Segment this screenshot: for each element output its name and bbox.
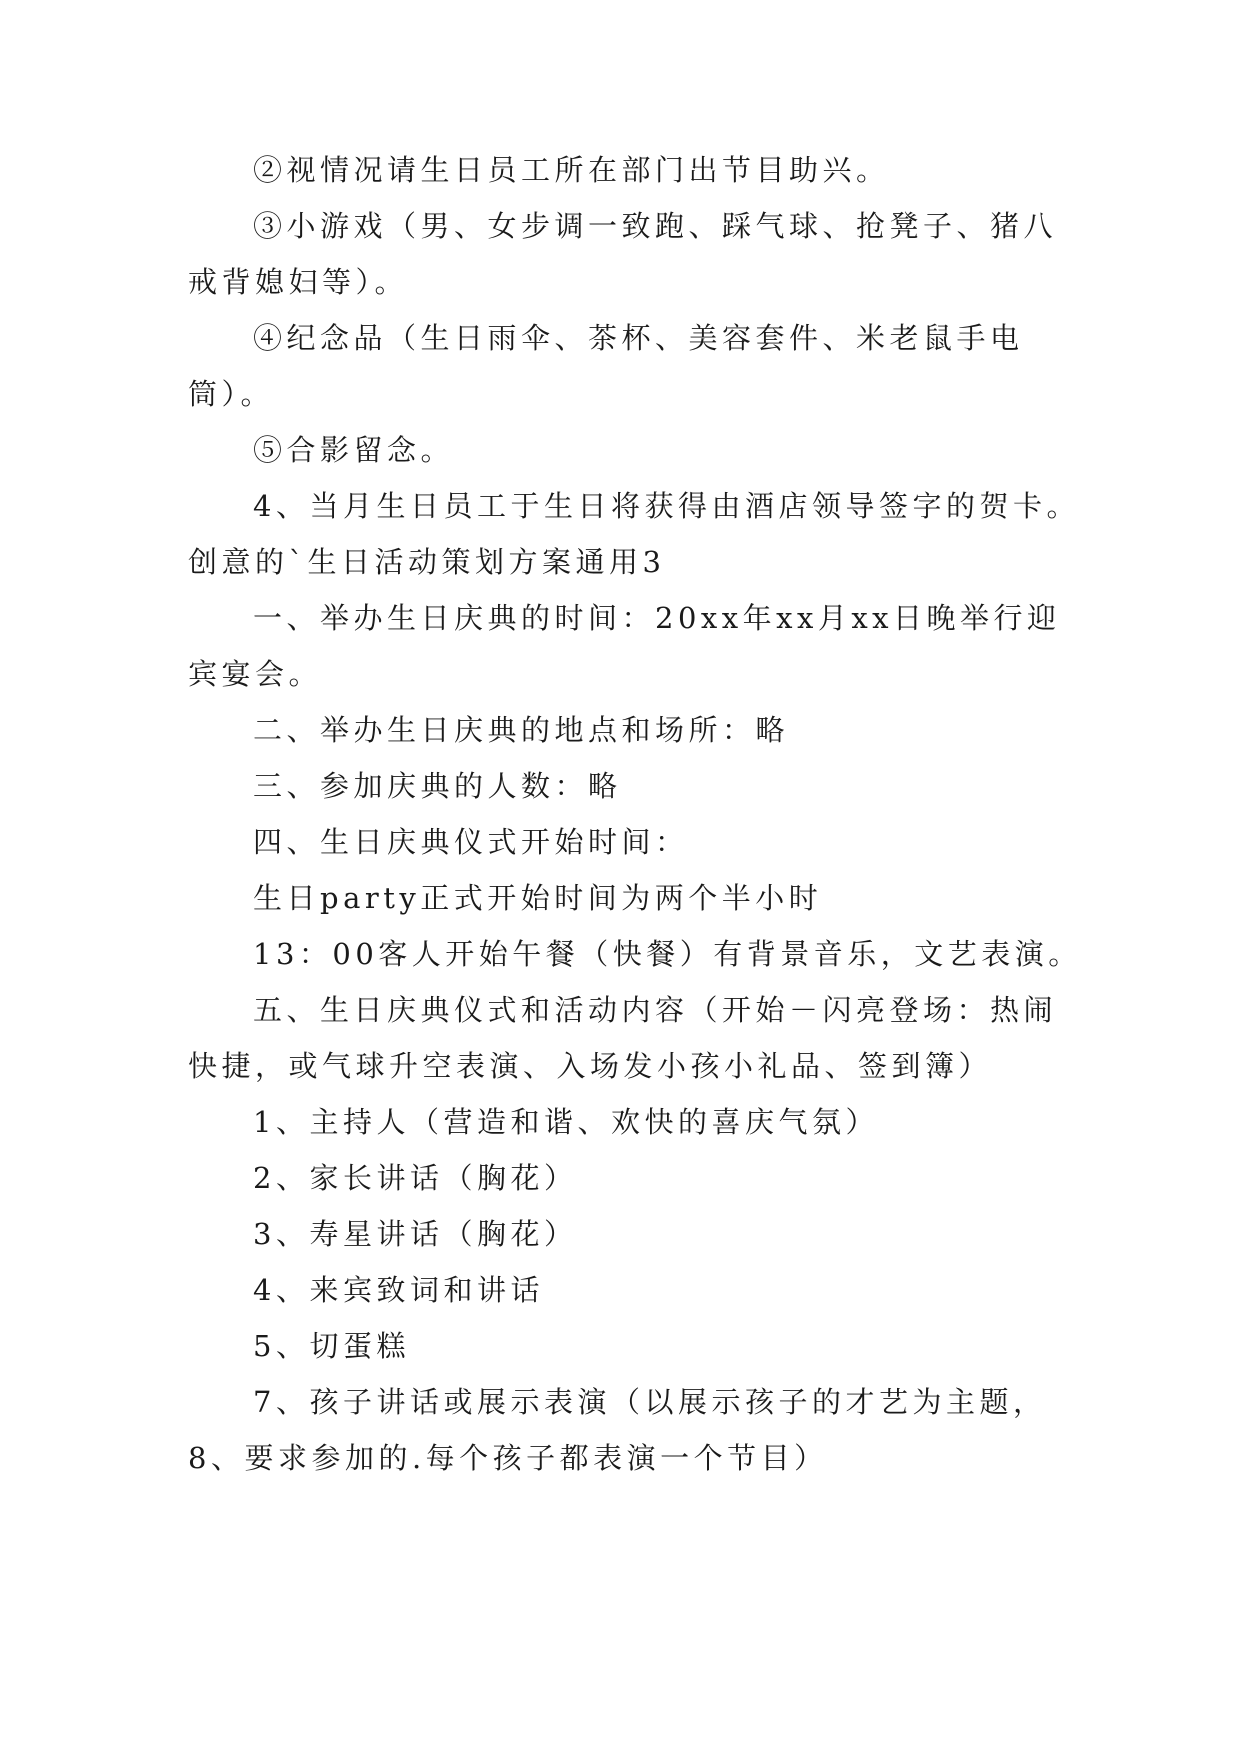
text-line: 筒）。: [188, 377, 275, 411]
list-item: 1、主持人（营造和谐、欢快的喜庆气氛）: [253, 1105, 879, 1139]
text-line: 生日party正式开始时间为两个半小时: [253, 881, 823, 915]
text-line: ③小游戏（男、女步调一致跑、踩气球、抢凳子、猪八: [253, 209, 1058, 243]
list-item: 2、家长讲话（胸花）: [253, 1161, 578, 1195]
section-heading: 创意的`生日活动策划方案通用3: [188, 545, 666, 579]
text-line: 二、举办生日庆典的地点和场所：略: [253, 713, 790, 747]
list-item: 3、寿星讲话（胸花）: [253, 1217, 578, 1251]
list-item: 8、要求参加的.每个孩子都表演一个节目）: [188, 1441, 828, 1475]
text-line: 三、参加庆典的人数：略: [253, 769, 622, 803]
list-item: 4、来宾致词和讲话: [253, 1273, 544, 1307]
text-line: 宾宴会。: [188, 657, 323, 691]
list-item: 7、孩子讲话或展示表演（以展示孩子的才艺为主题，: [253, 1385, 1047, 1419]
text-line: ②视情况请生日员工所在部门出节目助兴。: [253, 153, 890, 187]
text-line: 4、当月生日员工于生日将获得由酒店领导签字的贺卡。: [253, 489, 1080, 523]
list-item: 5、切蛋糕: [253, 1329, 410, 1363]
text-line: 五、生日庆典仪式和活动内容（开始－闪亮登场：热闹: [253, 993, 1058, 1027]
text-line: ④纪念品（生日雨伞、茶杯、美容套件、米老鼠手电: [253, 321, 1024, 355]
text-line: 13：00客人开始午餐（快餐）有背景音乐，文艺表演。: [253, 937, 1082, 971]
text-line: 四、生日庆典仪式开始时间：: [253, 825, 689, 859]
text-line: 快捷，或气球升空表演、入场发小孩小礼品、签到簿）: [188, 1049, 993, 1083]
text-line: 戒背媳妇等）。: [188, 265, 409, 299]
text-line: ⑤合影留念。: [253, 433, 455, 467]
text-line: 一、举办生日庆典的时间：20xx年xx月xx日晚举行迎: [253, 601, 1061, 635]
